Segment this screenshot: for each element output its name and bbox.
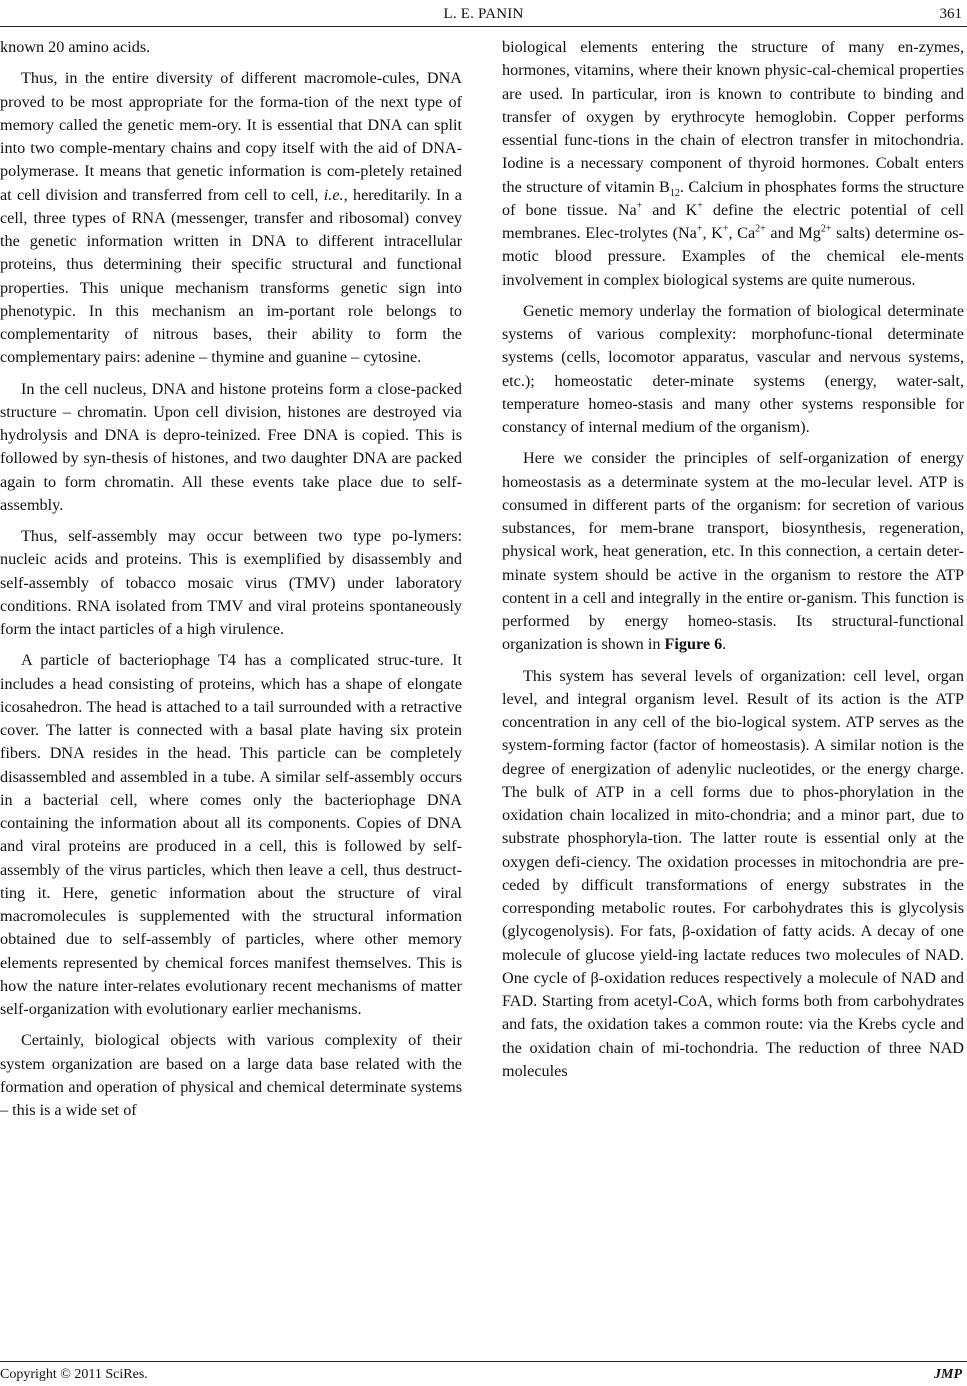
paragraph: known 20 amino acids. — [0, 38, 151, 56]
paragraph-text: hereditarily. In a cell, three types of RNA (messenger, transfer and ribosomal) convey the genetic information written in DNA to different intracellular proteins, thus determining their specific structural and functional properties. This unique mechanism transforms genetic sign into phenotypic. In this mechanism an im-portant role belongs to complementarity of nitrous bases, their ability to form the complementary pairs: adenine – thymine and guanine – cytosine. — [0, 185, 462, 367]
paragraph-text: define the electric potential of cell membranes. Elec-trolytes (Na — [502, 200, 964, 242]
paragraph-text: Here we consider the principles of self-organization of energy homeostasis as a determinate system at the mo-lecular level. ATP is consumed in different parts of the organism: for secretion of various substances, for mem-brane transport, biosynthesis, regeneration, physical work, heat generation, etc. In this connection, a certain deter-minate system should be active in the organism to restore the ATP content in a cell and integrally in the entire or-ganism. This function is performed by energy homeo-stasis. Its structural-functional organization is shown in — [502, 449, 964, 654]
left-column — [0, 36, 462, 1130]
running-title: L. E. PANIN — [443, 6, 524, 22]
paragraph-text: and Mg — [765, 224, 821, 242]
header-rule — [0, 26, 967, 27]
subscript: 12 — [669, 187, 680, 199]
paragraph — [502, 36, 964, 292]
paragraph-text: . — [722, 635, 727, 654]
paragraph-text: , K — [702, 224, 723, 242]
page-number: 361 — [939, 6, 962, 22]
superscript: 2+ — [755, 223, 766, 235]
superscript: + — [697, 200, 703, 212]
paragraph: Genetic memory underlay the formation of biological determinate systems of various complexity: morphofunc-tional determinate systems (cells, locomotor apparatus, vascular and nervous systems, etc.); homeostatic deter-minate systems (energy, water-salt, temperature homeo-stasis and many other systems responsible for constancy of internal medium of the organism). — [502, 301, 964, 436]
paragraph-text: , Ca — [728, 224, 756, 242]
journal-abbreviation: JMP — [934, 1367, 962, 1382]
page-header — [0, 4, 967, 28]
paragraph-text: biological elements entering the structure of many en-zymes, hormones, vitamins, where their known physic-cal-chemical properties are used. In particular, iron is known to contribute to binding and transfer of oxygen by erythrocyte hemoglobin. Copper performs essential func-tions in the chain of electron transfer in mitochondria. Iodine is a necessary component of thyroid hormones. Cobalt enters the structure of vitamin B — [502, 38, 964, 196]
paragraph-text: . Calcium in phosphates forms the structure of bone tissue. Na — [502, 177, 965, 219]
page-footer — [0, 1366, 967, 1386]
paragraph: This system has several levels of organization: cell level, organ level, and integral organism level. Result of its action is the ATP concentration in any cell of the bio-logical system. ATP serves as the system-forming factor (factor of homeostasis). A similar notion is the degree of energization of adenylic nucleotides, or the energy charge. The bulk of ATP in a cell forms due to phos-phorylation in the oxidation chain localized in mito-chondria; and a minor part, due to substrate phosphoryla-tion. The latter route is essential only at the oxygen defi-ciency. The oxidation processes in mitochondria are pre-ceded by difficult transformations of energy substrates in the corresponding metabolic routes. For carbohydrates this is glycolysis (glycogenolysis). For fats, β-oxidation of fatty acids. A decay of one molecule of glucose yield-ing lactate reduces two molecules of NAD. One cycle of β-oxidation reduces respectively a molecule of NAD and FAD. Starting from acetyl-CoA, which forms both from carbohydrates and fats, the oxidation takes a common route: via the Krebs cycle and the oxidation chain of mi-tochondria. The reduction of three NAD molecules — [502, 666, 964, 1080]
paragraph — [502, 447, 964, 656]
superscript: 2+ — [820, 223, 832, 235]
paragraph: Thus, self-assembly may occur between two type po-lymers: nucleic acids and proteins. This is exemplified by disassembly and self-assembly of tobacco mosaic virus (TMV) under laboratory conditions. RNA isolated from TMV and viral proteins spontaneously form the intact particles of a high virulence. — [0, 527, 462, 638]
paragraph-text: salts) determine os-motic blood pressure. Examples of the chemical ele-ments involvement in complex biological systems are quite numerous. — [502, 224, 964, 289]
paragraph-text: and K — [642, 200, 698, 219]
paragraph-text: Thus, in the entire diversity of different macromole-cules, DNA proved to be most appropriate for the forma-tion of the next type of memory called the genetic mem-ory. It is essential that DNA can split into two comple-mentary chains and copy itself with the aid of DNA-polymerase. It means that genetic information is com-pletely retained at cell division and transferred from cell to cell, — [0, 69, 462, 204]
copyright-notice: Copyright © 2011 SciRes. — [0, 1367, 148, 1382]
superscript: + — [636, 200, 643, 212]
superscript: + — [722, 223, 729, 235]
figure-reference[interactable]: Figure 6 — [664, 635, 723, 654]
paragraph: Certainly, biological objects with various complexity of their system organization are based on a large data base related with the formation and operation of physical and chemical determinate systems – this is a wide set of — [0, 1031, 462, 1119]
footer-rule — [0, 1361, 967, 1362]
superscript: + — [696, 223, 703, 235]
italic-text: i.e., — [323, 185, 348, 204]
paragraph: A particle of bacteriophage T4 has a complicated struc-ture. It includes a head consisting of proteins, which has a shape of elongate icosahedron. The head is attached to a tail surrounded with a retractive cover. The latter is connected with a basal plate having six protein fibers. DNA resides in the head. This particle can be completely disassembled and assembled in a tube. A similar self-assembly occurs in a bacterial cell, where comes only the bacteriophage DNA containing the information about all its components. Copies of DNA and viral proteins are produced in a cell, this is followed by self-assembly of the virus particles, which then leave a cell, thus destruct-ting it. Here, genetic information about the structure of viral macromolecules is supplemented with the structural information obtained due to self-assembly of particles, where other memory elements represented by chemical forces manifest themselves. This is how the nature inter-relates evolutionary recent mechanisms of matter self-organization with evolutionary earlier mechanisms. — [0, 651, 462, 1018]
paragraph — [0, 67, 462, 369]
right-column — [502, 36, 964, 1091]
paragraph: In the cell nucleus, DNA and histone proteins form a close-packed structure – chromatin. Upon cell division, histones are destroyed via hydrolysis and DNA is depro-teinized. Free DNA is copied. This is followed by syn-thesis of histones, and two daughter DNA are packed again to form chromatin. All these events take place due to self-assembly. — [0, 379, 462, 514]
